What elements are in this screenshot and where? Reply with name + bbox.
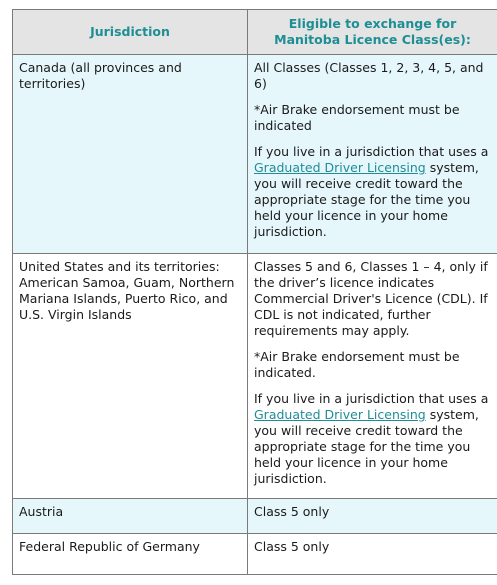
classes-cell	[248, 55, 497, 254]
gdl-text-before: If you live in a jurisdiction that uses a	[254, 144, 489, 159]
graduated-driver-licensing-link[interactable]: Graduated Driver Licensing	[254, 407, 426, 422]
table-row-germany	[13, 534, 497, 575]
classes-cell: Class 5 only	[248, 499, 497, 534]
jurisdiction-cell: United States and its territories: American Samoa, Guam, Northern Mariana Islands, Puerto Rico, and U.S. Virgin Islands	[13, 254, 248, 499]
header-eligible-line1: Eligible to exchange for	[288, 16, 457, 31]
jurisdiction-cell: Austria	[13, 499, 248, 534]
classes-cell	[248, 254, 497, 499]
table-row-united-states	[13, 254, 497, 499]
licence-exchange-table	[12, 9, 497, 575]
classes-text: All Classes (Classes 1, 2, 3, 4, 5, and 6)	[254, 60, 484, 91]
header-jurisdiction: Jurisdiction	[13, 10, 248, 55]
classes-text: Classes 5 and 6, Classes 1 – 4, only if the driver’s licence indicates Commercial Driver's Licence (CDL). If CDL is not indicated, further requirements may apply.	[254, 259, 488, 338]
graduated-driver-licensing-link[interactable]: Graduated Driver Licensing	[254, 160, 426, 175]
gdl-text-before: If you live in a jurisdiction that uses a	[254, 391, 489, 406]
table-header-row	[13, 10, 497, 55]
gdl-text-after: system, you will receive credit toward the appropriate stage for the time you held your licence in your home jurisdiction.	[254, 160, 479, 239]
jurisdiction-cell: Federal Republic of Germany	[13, 534, 248, 575]
air-brake-note: *Air Brake endorsement must be indicated	[254, 102, 460, 133]
air-brake-note: *Air Brake endorsement must be indicated.	[254, 349, 460, 380]
gdl-note	[254, 391, 491, 487]
table-row-austria	[13, 499, 497, 534]
header-eligible-line2: Manitoba Licence Class(es):	[274, 32, 471, 47]
jurisdiction-cell: Canada (all provinces and territories)	[13, 55, 248, 254]
gdl-text-after: system, you will receive credit toward the appropriate stage for the time you held your licence in your home jurisdiction.	[254, 407, 479, 486]
classes-cell: Class 5 only	[248, 534, 497, 575]
table-row-canada	[13, 55, 497, 254]
gdl-note	[254, 144, 491, 240]
header-eligible-classes	[248, 10, 497, 55]
